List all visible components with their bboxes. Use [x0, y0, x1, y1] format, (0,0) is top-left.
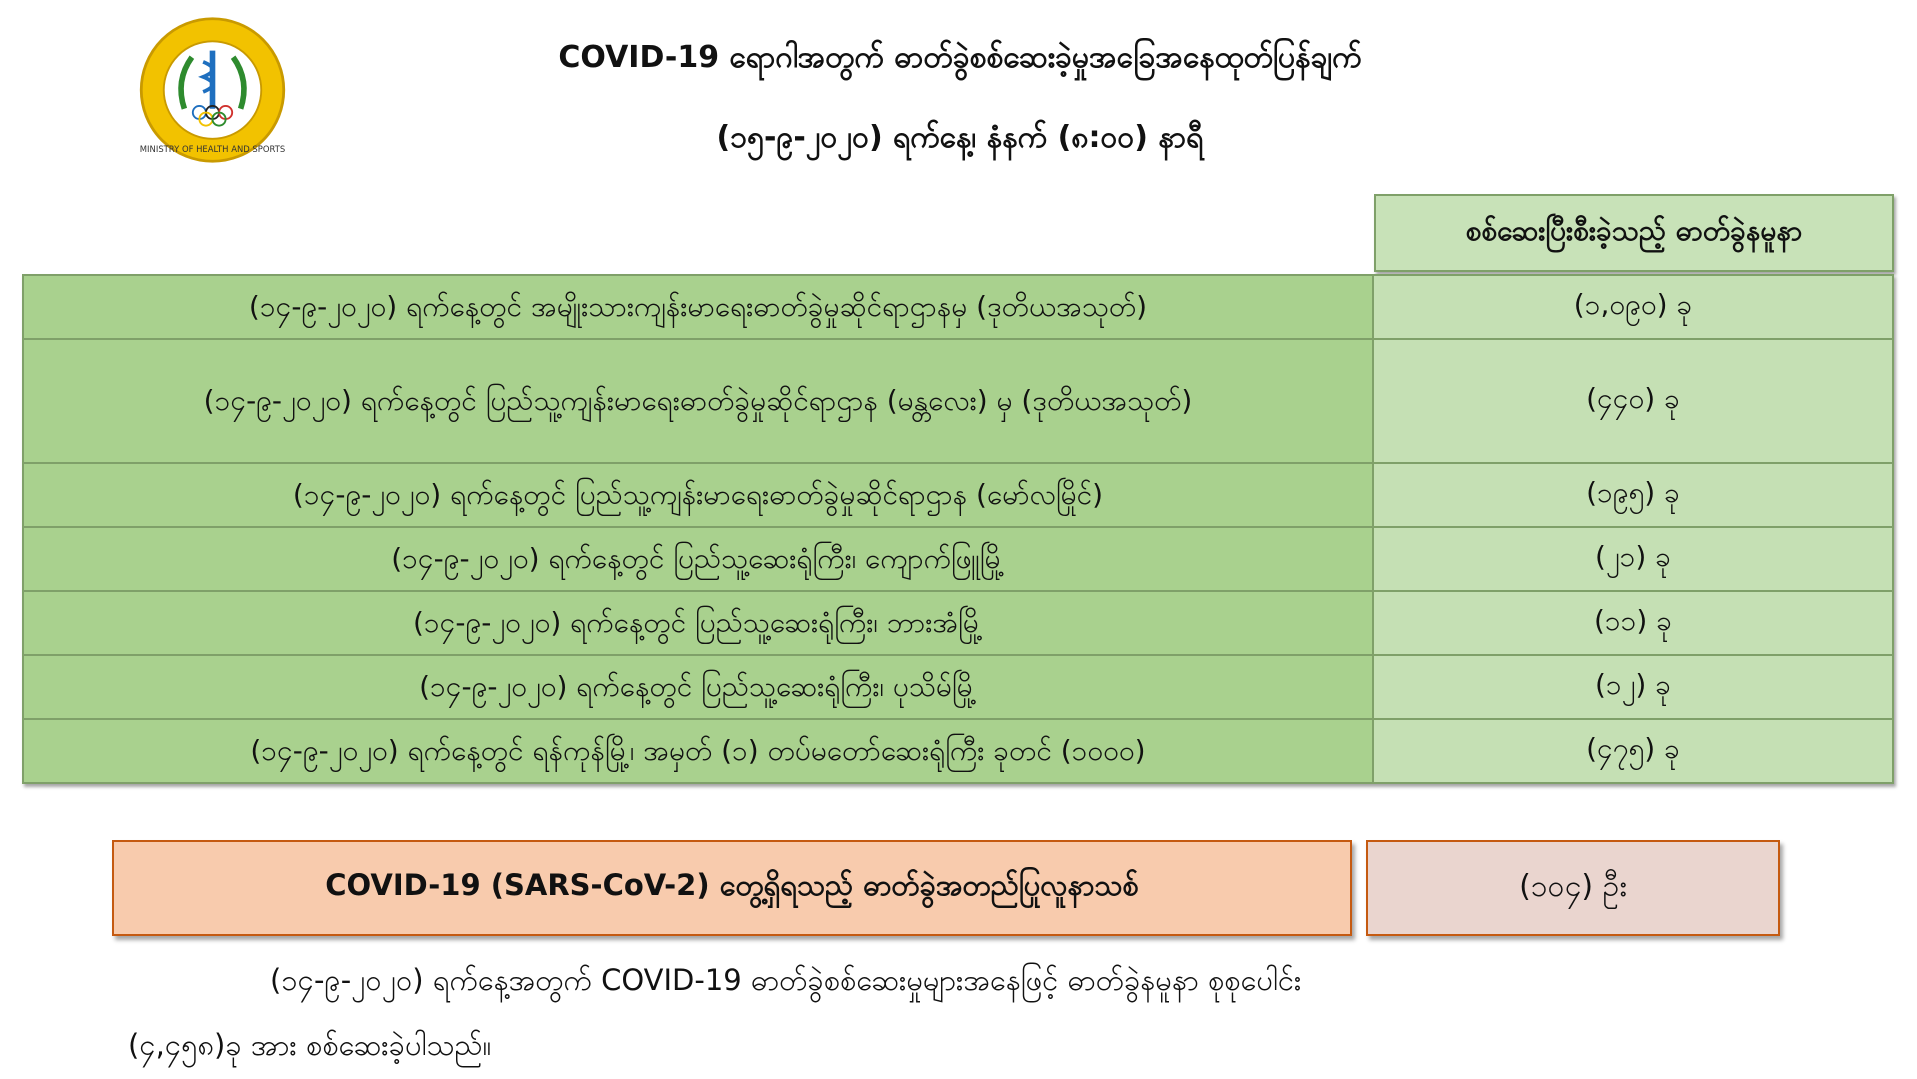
table-row [22, 592, 1894, 656]
table-row [22, 340, 1894, 464]
total-samples-note: (၁၄-၉-၂၀၂၀) ရက်နေ့အတွက် COVID-19 ဓာတ်ခွဲစစ်ဆေးမှုများအနေဖြင့် ဓာတ်ခွဲနမူနာ စုစုပေါင်း [270, 963, 1302, 997]
row-description: (၁၄-၉-၂၀၂၀) ရက်နေ့တွင် ရန်ကုန်မြို့၊ အမှတ် (၁) တပ်မတော်ဆေးရုံကြီး ခုတင် (၁၀၀၀) [24, 720, 1374, 782]
row-count: (၁၉၅) ခု [1374, 464, 1892, 526]
row-count: (၂၁) ခု [1374, 528, 1892, 590]
table-row [22, 720, 1894, 784]
row-count: (၁၁) ခု [1374, 592, 1892, 654]
table-row [22, 464, 1894, 528]
table-row [22, 528, 1894, 592]
row-count: (၁,၀၉၀) ခု [1374, 276, 1892, 338]
new-cases-label: COVID-19 (SARS-CoV-2) တွေ့ရှိရသည့် ဓာတ်ခွဲအတည်ပြုလူနာသစ် [112, 840, 1352, 936]
row-description: (၁၄-၉-၂၀၂၀) ရက်နေ့တွင် ပြည်သူ့ဆေးရုံကြီး၊ ပုသိမ်မြို့ [24, 656, 1374, 718]
page-subtitle: (၁၅-၉-၂၀၂၀) ရက်နေ့၊ နံနက် (၈:၀၀) နာရီ [716, 120, 1204, 155]
row-description: (၁၄-၉-၂၀၂၀) ရက်နေ့တွင် အမျိုးသားကျန်းမာရေးဓာတ်ခွဲမှုဆိုင်ရာဌာနမှ (ဒုတိယအသုတ်) [24, 276, 1374, 338]
row-description: (၁၄-၉-၂၀၂၀) ရက်နေ့တွင် ပြည်သူ့ဆေးရုံကြီး၊ ဘားအံမြို့ [24, 592, 1374, 654]
total-samples-count: (၄,၄၅၈)ခု အား စစ်ဆေးခဲ့ပါသည်။ [128, 1028, 492, 1062]
column-header: စစ်ဆေးပြီးစီးခဲ့သည့် ဓာတ်ခွဲနမူနာ [1374, 194, 1894, 272]
row-description: (၁၄-၉-၂၀၂၀) ရက်နေ့တွင် ပြည်သူ့ကျန်းမာရေးဓာတ်ခွဲမှုဆိုင်ရာဌာန (မော်လမြိုင်) [24, 464, 1374, 526]
row-count: (၁၂) ခု [1374, 656, 1892, 718]
table-row [22, 656, 1894, 720]
new-cases-value: (၁၀၄) ဦး [1366, 840, 1780, 936]
ministry-logo [135, 15, 290, 165]
table-row [22, 274, 1894, 340]
results-table [22, 274, 1894, 784]
row-description: (၁၄-၉-၂၀၂၀) ရက်နေ့တွင် ပြည်သူ့ကျန်းမာရေးဓာတ်ခွဲမှုဆိုင်ရာဌာန (မန္တလေး) မှ (ဒုတိယအသုတ်) [24, 340, 1374, 462]
row-count: (၄၇၅) ခု [1374, 720, 1892, 782]
page-title: COVID-19 ရောဂါအတွက် ဓာတ်ခွဲစစ်ဆေးခဲ့မှုအခြေအနေထုတ်ပြန်ချက် [558, 40, 1362, 75]
logo-text: MINISTRY OF HEALTH AND SPORTS [139, 143, 286, 154]
row-description: (၁၄-၉-၂၀၂၀) ရက်နေ့တွင် ပြည်သူ့ဆေးရုံကြီး၊ ကျောက်ဖြူမြို့ [24, 528, 1374, 590]
row-count: (၄၄၀) ခု [1374, 340, 1892, 462]
